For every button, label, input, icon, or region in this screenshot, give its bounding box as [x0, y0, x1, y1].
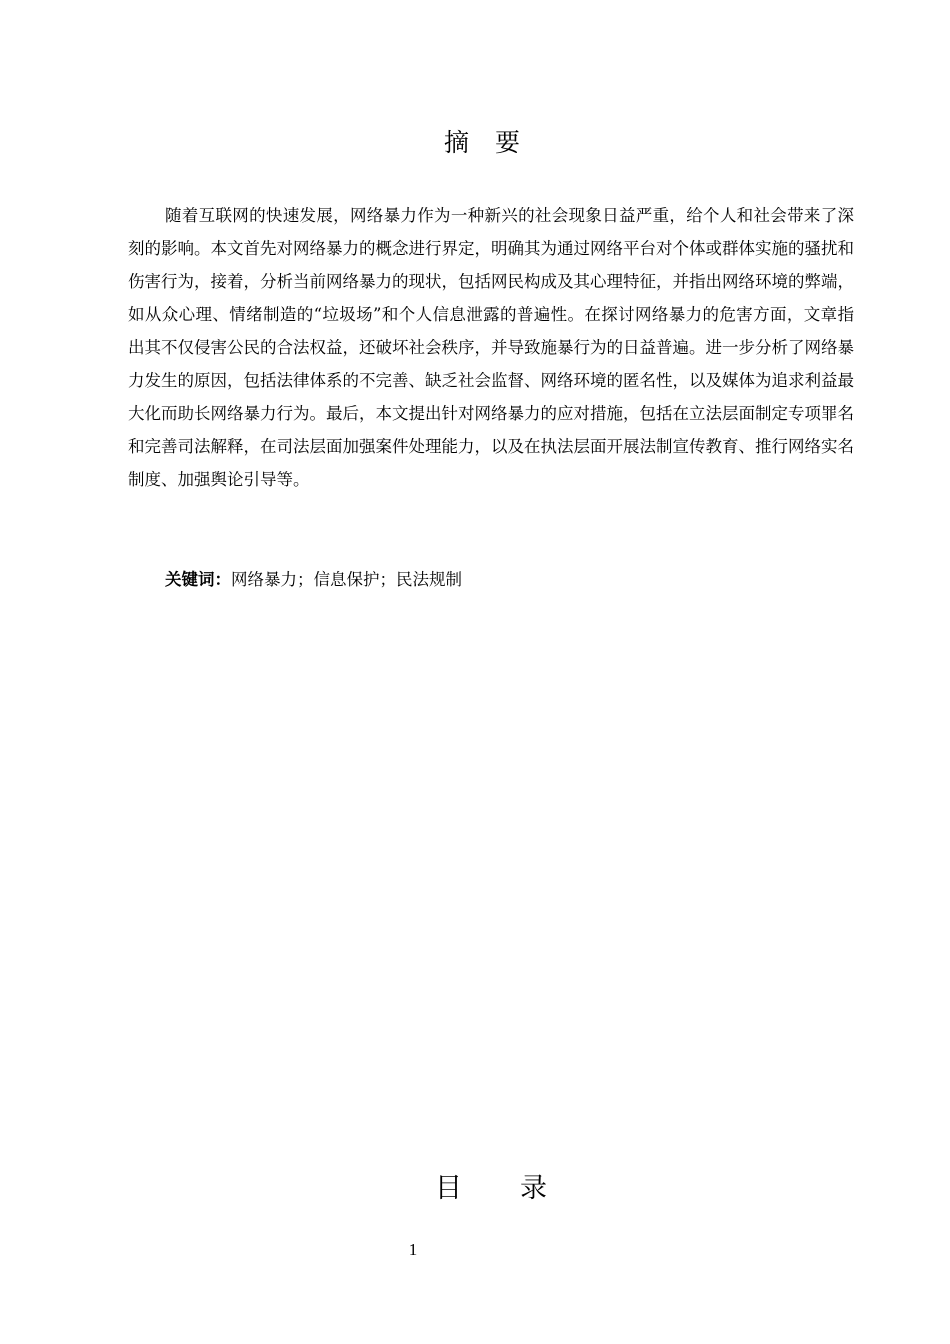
- keywords-line: [165, 563, 855, 596]
- page-number: 1: [408, 1240, 418, 1259]
- abstract-paragraph: 随着互联网的快速发展，网络暴力作为一种新兴的社会现象日益严重，给个人和社会带来了深刻的影响。本文首先对网络暴力的概念进行界定，明确其为通过网络平台对个体或群体实施的骚扰和伤害行为，接着，分析当前网络暴力的现状，包括网民构成及其心理特征，并指出网络环境的弊端，如从众心理、情绪制造的“垃圾场”和个人信息泄露的普遍性。在探讨网络暴力的危害方面，文章指出其不仅侵害公民的合法权益，还破坏社会秩序，并导致施暴行为的日益普遍。进一步分析了网络暴力发生的原因，包括法律体系的不完善、缺乏社会监督、网络环境的匿名性，以及媒体为追求利益最大化而助长网络暴力行为。最后，本文提出针对网络暴力的应对措施，包括在立法层面制定专项罪名和完善司法解释，在司法层面加强案件处理能力，以及在执法层面开展法制宣传教育、推行网络实名制度、加强舆论引导等。: [128, 206, 854, 489]
- toc-heading: 目录: [435, 1173, 605, 1204]
- keywords-label: 关键词：: [165, 570, 231, 589]
- abstract-heading: 摘要: [443, 128, 546, 157]
- keywords-value: 网络暴力；信息保护；民法规制: [231, 570, 462, 589]
